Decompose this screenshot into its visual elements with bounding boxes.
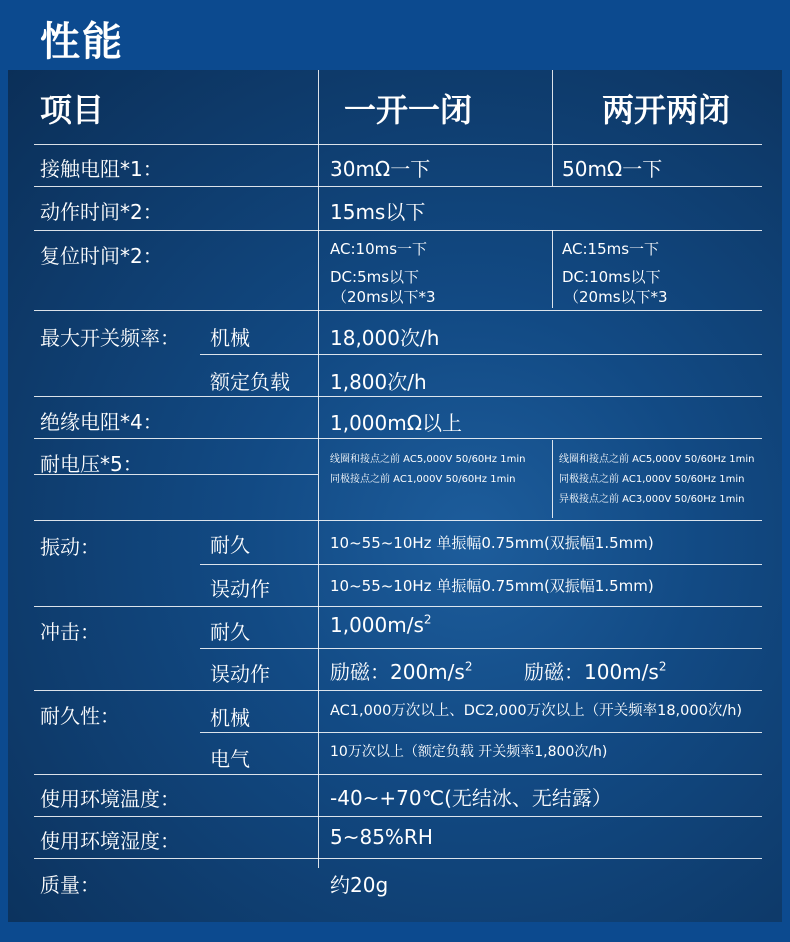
rule-reset <box>34 310 762 311</box>
withstand-voltage-col1-line2: 同极接点之前 AC1,000V 50/60Hz 1min <box>330 474 516 485</box>
insulation-value: 1,000mΩ以上 <box>330 411 463 435</box>
shock-label: 冲击： <box>40 620 100 644</box>
mass-value: 约20g <box>330 873 389 897</box>
operate-time-value: 15ms以下 <box>330 200 426 224</box>
shock-mis-label: 误动作 <box>210 662 270 686</box>
shock-mis-value-1: 励磁：$200m/s^2$ <box>330 659 473 684</box>
shock-mis-exponent-2: 2 <box>658 659 667 674</box>
rule-freq <box>34 396 762 397</box>
rule-humidity <box>34 858 762 859</box>
max-switching-freq-label: 最大开关频率： <box>40 326 180 350</box>
ambient-humidity-label: 使用环境湿度： <box>40 829 180 853</box>
header-col1: 一开一闭 <box>344 91 473 129</box>
rule-vib-durable <box>200 564 762 565</box>
divider-vertical-col2-voltage <box>552 440 553 518</box>
mass-label: 质量： <box>40 873 100 897</box>
shock-mis-value-2: 励磁：$100m/s^2$ <box>524 659 667 684</box>
freq-mech-value: 18,000次/h <box>330 326 440 350</box>
endurance-elec-value: 10万次以上（额定负载 开关频率1,800次/h) <box>330 744 608 760</box>
reset-time-col1-dc: DC:5ms以下 <box>330 268 420 286</box>
vibration-durable-label: 耐久 <box>210 533 250 557</box>
rule-voltage <box>34 520 762 521</box>
reset-time-col1-note: （20ms以下*3 <box>332 288 436 306</box>
spec-table <box>8 70 782 922</box>
withstand-voltage-col2-line3: 异极接点之前 AC3,000V 50/60Hz 1min <box>559 494 745 505</box>
divider-vertical-col2-reset <box>552 230 553 308</box>
withstand-voltage-col1-line1: 线圈和接点之前 AC5,000V 50/60Hz 1min <box>330 454 526 465</box>
rule-insulation <box>34 438 762 439</box>
reset-time-col2-note: （20ms以下*3 <box>564 288 668 306</box>
divider-vertical-main <box>318 70 319 868</box>
vibration-mis-value: 10~55~10Hz 单振幅0.75mm(双振幅1.5mm) <box>330 577 654 595</box>
reset-time-col2-dc: DC:10ms以下 <box>562 268 661 286</box>
shock-durable-exponent: 2 <box>423 612 432 627</box>
endurance-label: 耐久性： <box>40 704 120 728</box>
rule-header <box>34 144 762 145</box>
ambient-temp-label: 使用环境温度： <box>40 787 180 811</box>
rule-freq-mech <box>200 354 762 355</box>
divider-vertical-col2-header <box>552 70 553 186</box>
vibration-durable-value: 10~55~10Hz 单振幅0.75mm(双振幅1.5mm) <box>330 534 654 552</box>
ambient-temp-value: -40~+70℃(无结冰、无结露） <box>330 786 612 810</box>
endurance-elec-label: 电气 <box>210 747 250 771</box>
shock-durable-value: $1,000m/s^2$ <box>330 612 432 637</box>
header-item: 项目 <box>40 91 105 129</box>
shock-mis-exponent-1: 2 <box>464 659 473 674</box>
shock-durable-label: 耐久 <box>210 620 250 644</box>
reset-time-col2-ac: AC:15ms一下 <box>562 240 660 258</box>
withstand-voltage-col2-line1: 线圈和接点之前 AC5,000V 50/60Hz 1min <box>559 454 755 465</box>
freq-rated-label: 额定负载 <box>210 370 290 394</box>
rule-contact <box>34 186 762 187</box>
freq-rated-value: 1,800次/h <box>330 370 427 394</box>
rule-endurance <box>34 774 762 775</box>
vibration-label: 振动： <box>40 535 100 559</box>
rule-operate <box>34 230 762 231</box>
ambient-humidity-value: 5~85%RH <box>330 825 433 849</box>
contact-resistance-col1: 30mΩ一下 <box>330 157 431 181</box>
freq-mech-label: 机械 <box>210 326 250 350</box>
rule-shock <box>34 690 762 691</box>
reset-time-label: 复位时间*2： <box>40 244 163 268</box>
vibration-mis-label: 误动作 <box>210 577 270 601</box>
rule-shock-durable <box>200 648 762 649</box>
rule-temp <box>34 816 762 817</box>
contact-resistance-col2: 50mΩ一下 <box>562 157 663 181</box>
contact-resistance-label: 接触电阻*1： <box>40 157 163 181</box>
endurance-mech-value: AC1,000万次以上、DC2,000万次以上（开关频率18,000次/h) <box>330 703 743 719</box>
operate-time-label: 动作时间*2： <box>40 200 163 224</box>
withstand-voltage-label: 耐电压*5： <box>40 452 143 476</box>
page-title: 性能 <box>40 19 124 65</box>
rule-vibration <box>34 606 762 607</box>
withstand-voltage-col2-line2: 同极接点之前 AC1,000V 50/60Hz 1min <box>559 474 745 485</box>
insulation-label: 绝缘电阻*4： <box>40 410 163 434</box>
header-col2: 两开两闭 <box>602 91 731 129</box>
reset-time-col1-ac: AC:10ms一下 <box>330 240 428 258</box>
rule-endur-mech <box>200 732 762 733</box>
endurance-mech-label: 机械 <box>210 706 250 730</box>
